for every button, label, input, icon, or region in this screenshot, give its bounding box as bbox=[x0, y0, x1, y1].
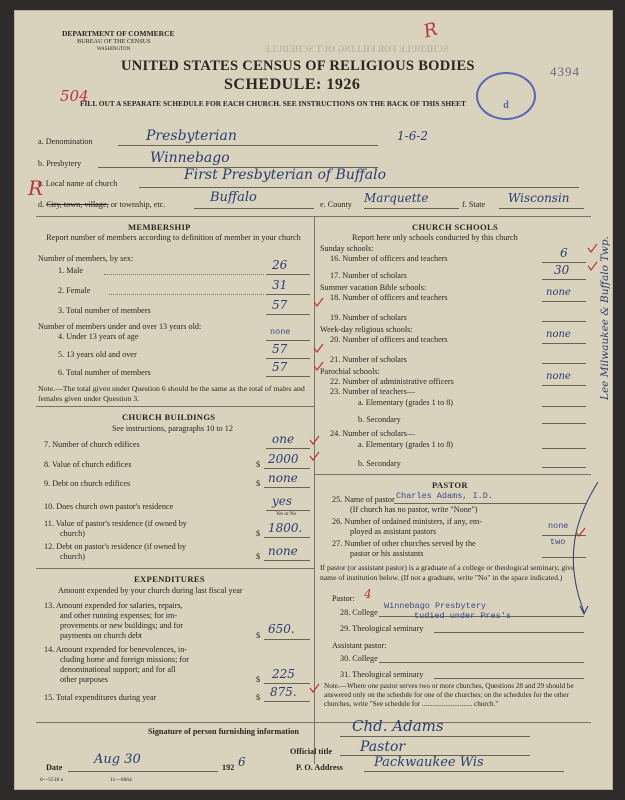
address-value: Packwaukee Wis bbox=[374, 755, 484, 770]
q11-label: 11. Value of pastor's residence (if owned by bbox=[44, 519, 187, 528]
q20-value: none bbox=[546, 329, 571, 340]
state-label: f. State bbox=[462, 200, 486, 209]
expenditures-heading: EXPENDITURES bbox=[134, 574, 205, 584]
q22-value: none bbox=[546, 371, 571, 382]
q25-hint: (If church has no pastor, write "None") bbox=[350, 505, 478, 514]
q30-label: 30. College bbox=[340, 654, 378, 663]
q8-label: 8. Value of church edifices bbox=[44, 460, 132, 469]
q20-label: 20. Number of officers and teachers bbox=[330, 335, 448, 344]
q29-value: tudied under Pres's bbox=[414, 611, 511, 621]
q2-value: 31 bbox=[272, 278, 288, 292]
instruction-line: FILL OUT A SEPARATE SCHEDULE FOR EACH CHURCH. SEE INSTRUCTIONS ON THE BACK OF THIS SHEET bbox=[80, 99, 466, 108]
church-name-value: First Presbyterian of Buffalo bbox=[184, 167, 387, 183]
address-label: P. O. Address bbox=[296, 763, 343, 772]
q17-label: 17. Number of scholars bbox=[330, 271, 407, 280]
q27-label: 27. Number of other churches served by the bbox=[332, 539, 476, 548]
q24a-label: a. Elementary (grades 1 to 8) bbox=[358, 440, 454, 449]
q16-value: 6 bbox=[560, 246, 568, 260]
q3-value: 57 bbox=[272, 298, 288, 312]
form-number: 6—5518 a bbox=[40, 777, 64, 783]
sunday-schools-label: Sunday schools: bbox=[320, 244, 374, 253]
q15-label: 15. Total expenditures during year bbox=[44, 693, 157, 702]
q25-value: Charles Adams, I.D. bbox=[396, 491, 493, 501]
city-field-label: d. City, town, village, or township, etc. bbox=[38, 200, 166, 209]
city-label: WASHINGTON bbox=[97, 47, 131, 52]
year-prefix: 192 bbox=[222, 763, 235, 772]
members-by-age-label: Number of members under and over 13 years old: bbox=[38, 322, 202, 331]
year-value: 6 bbox=[238, 755, 246, 769]
state-value: Wisconsin bbox=[508, 191, 570, 205]
signature-label: Signature of person furnishing information bbox=[148, 727, 299, 736]
members-by-sex-label: Number of members, by sex: bbox=[38, 254, 134, 263]
q9-label: 9. Debt on church edifices bbox=[44, 479, 131, 488]
q13-label: 13. Amount expended for salaries, repairs, bbox=[44, 601, 183, 610]
q26-value: none bbox=[548, 521, 569, 531]
department-label: DEPARTMENT OF COMMERCE bbox=[62, 29, 175, 38]
schools-heading: CHURCH SCHOOLS bbox=[412, 222, 499, 232]
q29-label: 29. Theological seminary bbox=[340, 624, 424, 633]
q25-label: 25. Name of pastor bbox=[332, 495, 395, 504]
q8-value: 2000 bbox=[268, 452, 299, 466]
church-name-label: c. Local name of church bbox=[38, 179, 118, 188]
q15-value: 875. bbox=[270, 685, 297, 699]
q9-value: none bbox=[268, 471, 298, 485]
q24-label: 24. Number of scholars— bbox=[330, 429, 416, 438]
q28-label: 28. College bbox=[340, 608, 378, 617]
buildings-heading: CHURCH BUILDINGS bbox=[122, 412, 216, 422]
city-value: Buffalo bbox=[210, 190, 257, 205]
page-title: UNITED STATES CENSUS OF RELIGIOUS BODIES bbox=[121, 58, 475, 74]
q5-label: 5. 13 years old and over bbox=[58, 350, 137, 359]
q18-label: 18. Number of officers and teachers bbox=[330, 293, 448, 302]
assistant-pastor-label: Assistant pastor: bbox=[332, 641, 387, 650]
pastor-heading: PASTOR bbox=[432, 480, 468, 490]
bureau-label: BUREAU OF THE CENSUS bbox=[77, 38, 151, 45]
q10-value: yes bbox=[272, 494, 293, 508]
graduate-note: If pastor (or assistant pastor) is a graduate of a college or theological seminary, give name of institution below. (If not a graduate, write "No" in the space indicated.) bbox=[320, 563, 575, 582]
q1-label: 1. Male bbox=[58, 266, 84, 275]
q1-value: 26 bbox=[272, 258, 288, 272]
parochial-schools-label: Parochial schools: bbox=[320, 367, 380, 376]
q17-value: 30 bbox=[554, 263, 570, 277]
pastor-note: Note.—Where one pastor serves two or more churches, Questions 28 and 29 should be answered only on the schedule for one of the churches; on the schedules for the other churches, write "See schedule for ............................ church." bbox=[324, 682, 574, 708]
summer-schools-label: Summer vacation Bible schools: bbox=[320, 283, 427, 292]
q12-label: 12. Debt on pastor's residence (if owned by bbox=[44, 542, 186, 551]
q21-label: 21. Number of scholars bbox=[330, 355, 407, 364]
q27-value: two bbox=[550, 537, 566, 547]
presbytery-label: b. Presbytery bbox=[38, 159, 82, 168]
red-check-marks bbox=[14, 10, 613, 790]
q11-value: 1800. bbox=[268, 521, 303, 535]
presbytery-value: Winnebago bbox=[150, 150, 230, 166]
denomination-code: 1-6-2 bbox=[397, 129, 429, 143]
denomination-value: Presbyterian bbox=[146, 128, 237, 144]
red-pencil-mark-r: R bbox=[421, 18, 440, 43]
red-pencil-mark-margin: R bbox=[28, 176, 44, 200]
q24b-label: b. Secondary bbox=[358, 459, 401, 468]
q22-label: 22. Number of administrative officers bbox=[330, 377, 454, 386]
census-schedule-sheet: SCHEDULE FOR FILLING OUT SCHEDULE DEPARTMENT OF COMMERCE BUREAU OF THE CENSUS WASHINGTON UNITED STATES CENSUS OF RELIGIOUS BODIES SCHEDULE: 1926 FILL OUT A SEPARATE SCHEDULE FOR EACH CHURCH. SEE INSTRUCTIONS ON THE BACK OF THIS SHEET 4394 504 R R d a. Denomination Presbyterian 1-6-2 b. Presbytery Winnebago c. Local name of church First Presbyterian of Buffalo d. City, town, village, or township, etc. Buffalo e. County Marquette f. State Wisconsin MEMBERSHIP Report number of members according to definition of member in your church Number of members, by sex: 1. Male 26 2. Female 31 3. Total number of members 57 Number of members under and over 13 years old: 4. Under 13 years of age none 5. 13 years old and over 57 6. Total number of members 57 Note.—The total given under Question 6 should be the same as the total of males and females given under Question 3. CHURCH BUILDINGS See instructions, paragraphs 10 to 12 7. Number of church edifices one 8. Value of church edifices $ 2000 9. Debt on church edifices $ none 10. Does church own pastor's residence yes Yes or No 11. Value of pastor's residence (if owned by church) $ 1800. 12. Debt on pastor's residence (if owned by church) $ none EXPENDITURES Amount expended by your church during last fiscal year 13. Amount expended for salaries, repairs, and other running expenses; for im- provements or new buildings; and for payments on church debt $ 650. 14. Amount expended for benevolences, in- cluding home and foreign missions; for denominational support; and for all other purposes $ 225 15. Total expenditures during year $ 875. CHURCH SCHOOLS Report here only schools conducted by this church Sunday schools: 16. Number of officers and teachers 6 17. Number of scholars 30 Summer vacation Bible schools: 18. Number of officers and teachers none 19. Number of scholars Week-day religious schools: 20. Number of officers and teachers none 21. Number of scholars Parochial schools: 22. Number of administrative officers none 23. Number of teachers— a. Elementary (grades 1 to 8) b. Secondary 24. Number of scholars— a. Elementary (grades 1 to 8) b. Secondary PASTOR 25. Name of pastor Charles Adams, I.D. (If church has no pastor, write "None") 26. Number of ordained ministers, if any, em- ployed as assistant pastors none 27. Number of other churches served by the pastor or his assistants two If pastor (or assistant pastor) is a graduate of a college or theological seminary, give name of institution below. (If not a graduate, write "No" in the space indicated.) Pastor: 4 28. College Winnebago Presbytery 29. Theological seminary tudied under Pres's Assistant pastor: 30. College 31. Theological seminary Note.—Where one pastor serves two or more churches, Questions 28 and 29 should be answered only on the schedule for one of the churches; on the schedules for the other churches, write "See schedule for ............................ church." Lee Milwaukee & Buffalo Twp. Signature of person furnishing information Chd. Adams Official title Pastor Date Aug 30 192 6 P. O. Address Packwaukee Wis 6—5518 a 11—6664 bbox=[14, 10, 613, 790]
official-title-label: Official title bbox=[290, 747, 333, 756]
q2-label: 2. Female bbox=[58, 286, 91, 295]
q14-label: 14. Amount expended for benevolences, in- bbox=[44, 645, 188, 654]
schedule-title: SCHEDULE: 1926 bbox=[224, 76, 361, 93]
received-stamp: d bbox=[476, 72, 536, 120]
q6-label: 6. Total number of members bbox=[58, 368, 151, 377]
signature-value: Chd. Adams bbox=[352, 717, 444, 735]
membership-heading: MEMBERSHIP bbox=[128, 222, 191, 232]
pastor-red-mark: 4 bbox=[364, 587, 372, 601]
weekday-schools-label: Week-day religious schools: bbox=[320, 325, 413, 334]
red-pencil-number: 504 bbox=[60, 87, 89, 105]
county-label: e. County bbox=[320, 200, 352, 209]
q12-value: none bbox=[268, 544, 298, 558]
q23a-label: a. Elementary (grades 1 to 8) bbox=[358, 398, 454, 407]
q7-value: one bbox=[272, 432, 295, 446]
q5-value: 57 bbox=[272, 342, 288, 356]
q16-label: 16. Number of officers and teachers bbox=[330, 254, 448, 263]
official-title-value: Pastor bbox=[360, 739, 406, 755]
margin-note: Lee Milwaukee & Buffalo Twp. bbox=[599, 236, 611, 400]
date-label: Date bbox=[46, 763, 63, 772]
schools-intro: Report here only schools conducted by this church bbox=[352, 233, 518, 242]
q7-label: 7. Number of church edifices bbox=[44, 440, 140, 449]
denomination-label: a. Denomination bbox=[38, 137, 93, 146]
print-code: 11—6664 bbox=[110, 777, 132, 783]
q10-label: 10. Does church own pastor's residence bbox=[44, 502, 174, 511]
q3-label: 3. Total number of members bbox=[58, 306, 151, 315]
q28-value: Winnebago Presbytery bbox=[384, 601, 487, 611]
bleed-through-text: SCHEDULE FOR FILLING OUT SCHEDULE bbox=[264, 44, 449, 54]
pastor-sub-label: Pastor: bbox=[332, 594, 355, 603]
expenditures-intro: Amount expended by your church during last fiscal year bbox=[58, 586, 243, 595]
q18-value: none bbox=[546, 287, 571, 298]
buildings-intro: See instructions, paragraphs 10 to 12 bbox=[112, 424, 233, 433]
q6-value: 57 bbox=[272, 360, 288, 374]
membership-intro: Report number of members according to definition of member in your church bbox=[46, 233, 301, 242]
q19-label: 19. Number of scholars bbox=[330, 313, 407, 322]
serial-number-stamp: 4394 bbox=[550, 64, 580, 79]
q23-label: 23. Number of teachers— bbox=[330, 387, 416, 396]
q23b-label: b. Secondary bbox=[358, 415, 401, 424]
membership-note: Note.—The total given under Question 6 should be the same as the total of males and females given under Question 3. bbox=[38, 384, 305, 403]
q4-value: none bbox=[270, 327, 291, 337]
q26-label: 26. Number of ordained ministers, if any, em- bbox=[332, 517, 482, 526]
q31-label: 31. Theological seminary bbox=[340, 670, 424, 679]
q4-label: 4. Under 13 years of age bbox=[58, 332, 139, 341]
q14-value: 225 bbox=[272, 667, 295, 681]
q13-value: 650. bbox=[268, 622, 295, 636]
q10-hint: Yes or No bbox=[276, 512, 297, 517]
date-value: Aug 30 bbox=[94, 752, 141, 767]
county-value: Marquette bbox=[364, 191, 429, 205]
